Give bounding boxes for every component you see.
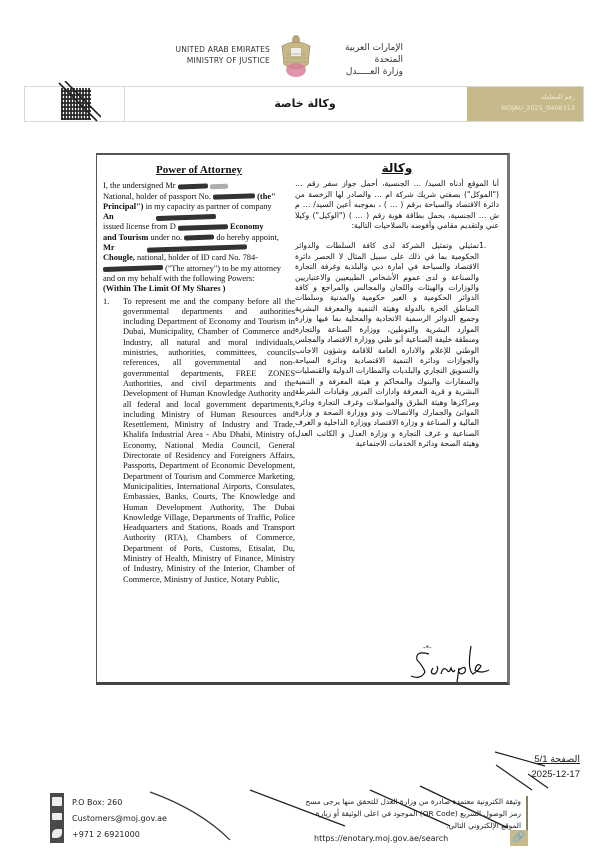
intro-text: and Tourism (103, 232, 149, 242)
arabic-power-item (295, 241, 499, 449)
redaction-mark (184, 235, 214, 241)
page-indicator (531, 752, 580, 767)
item-number: 1. (103, 296, 110, 306)
intro-text: Chougle, (103, 253, 135, 263)
arabic-title: وكالة (381, 161, 413, 175)
intro-text: ("The attorney") to be my attorney (165, 263, 281, 273)
signature-text: -*- (423, 644, 432, 652)
english-intro (103, 181, 295, 294)
document-title-bar (24, 86, 584, 122)
mailbox-icon (52, 797, 62, 806)
intro-text: Mr (103, 243, 115, 253)
intro-text: An (103, 212, 114, 222)
qr-code-box (25, 87, 125, 121)
page-number: 5/1 (534, 754, 548, 765)
header-country-ar: الإمارات العربية المتحدة (345, 43, 403, 65)
item-number: 1. (479, 241, 487, 251)
header-ministry-ar: وزارة العـــــدل (345, 67, 403, 77)
redaction-mark (103, 265, 163, 272)
transaction-number: MOJAU_2025_0408313 (501, 104, 575, 112)
intro-text: issued license from D (103, 222, 176, 232)
verification-url[interactable]: https://enotary.moj.gov.ae/search (314, 834, 449, 843)
redaction-mark (210, 184, 228, 190)
uae-falcon-emblem-icon (280, 34, 312, 80)
phone-icon (52, 829, 62, 838)
intro-text: do hereby appoint, (216, 232, 279, 242)
item-text: To represent me and the company before all the governmental departments and authorities including Department of Economy and Tourism in Dubai, Municipality, Chamber of Commerce and Industry, all natural and moral individuals, ministries, authorities, committees, councils references, all governmental and non-governmental departments, FREE ZONES Authorities, and civil departments and the Development of Human Knowledge Authority and all federal and local government departments, including Ministry of Human Resources and Resettlement, Ministry of Industry and Trade, Khalifa Industrial Area - Abu Dhabi, Ministry of Economy, National Media Council, General Directorate of Residency and Foreigners Affairs, Passports, Department of Economic Development, Department of Tourism and Commerce Marketing, Municipalities, International Airports, Consulates, Embassies, Banks, Courts, The Knowledge and Human Development Authority, The Dubai Knowledge Village, Departments of Traffic, Police Headquarters and Stations, Roads and Transport Authority (RTA), Chambers of Commerce, Department of Ports, Customs, Etisalat, Du, Ministry of Health, Ministry of Finance, Ministry of Industry, Ministry of the Interior, Chamber of Commerce, Ministry of Justice, Notary Public, (123, 296, 295, 584)
header-country: UNITED ARAB EMIRATES (175, 45, 270, 54)
arabic-intro: أنا الموقع أدناه السيد/ … الجنسية، أحمل جواز سفر رقم … ("الموكل") بصفتي شريك شركة ام … والصادر لها الرخصة من دائرة الاقتصاد والسياحة برقم ( … ) ، بموجبه أعين السيد/ … م ش … الجنسية، يحمل بطاقة هوية رقم ( … ) ("الوكيل") وكيلا عني ولتقديم مقامي وأفوضه بالصلاحيات التالية: (295, 179, 499, 231)
redaction-mark (178, 183, 208, 189)
transaction-number-box (467, 87, 583, 121)
contact-list (72, 795, 167, 843)
page-label: الصفحة (550, 754, 580, 765)
redaction-mark (213, 193, 255, 199)
email-link[interactable]: Customers@moj.gov.ae (72, 814, 167, 823)
page-info (531, 752, 580, 782)
intro-text: (the" (257, 191, 276, 201)
intro-text: Economy (230, 222, 264, 232)
share-limit-clause: (Within The Limit Of My Shares ) (103, 284, 226, 294)
document-type-title: وكالة خاصة (274, 97, 336, 110)
cancellation-stroke-icon (57, 81, 101, 125)
po-box: P.O Box: 260 (72, 798, 123, 807)
redaction-mark (178, 224, 228, 231)
envelope-icon (52, 813, 62, 820)
intro-text: and on my behalf with the following Powers: (103, 273, 255, 283)
english-title: Power of Attorney (156, 164, 242, 176)
redaction-mark (147, 244, 247, 252)
transaction-label: رقم المعاملة (540, 93, 575, 101)
intro-text: I, the undersigned Mr (103, 181, 176, 191)
intro-text: national, holder of ID card No. 784- (136, 253, 258, 263)
header-english (176, 44, 270, 66)
document-date: 2025-12-17 (531, 769, 580, 780)
signature-sample-icon (403, 640, 493, 684)
header-ministry: MINISTRY OF JUSTICE (186, 56, 270, 65)
phone-number[interactable]: +971 2 6921000 (72, 830, 140, 839)
link-icon[interactable]: 🔗 (510, 830, 528, 846)
contact-icon-bar (50, 793, 64, 843)
intro-text: in my capacity as partner of company (145, 201, 272, 211)
power-of-attorney-document (96, 153, 510, 685)
redaction-mark (156, 214, 216, 221)
ministry-header (0, 28, 608, 78)
english-power-item (103, 297, 295, 585)
intro-text: under no. (150, 232, 183, 242)
header-arabic (323, 42, 403, 78)
principal-label: Principal") (103, 201, 144, 211)
verification-notice: وثيقة الكترونية معتمدة صادرة من وزارة العدل للتحقق منها يرجى مسح رمز الوصول السريع (QR Code) الموجود في اعلى الوثيقة أو زيارة الموقع الإلكتروني التالي: (300, 796, 528, 832)
english-column (103, 165, 295, 585)
intro-text: National, holder of passport No. (103, 191, 211, 201)
arabic-column (295, 163, 499, 450)
item-text: تمثيلي وتمثيل الشركة لدى كافة السلطات والدوائر الحكومية بما في ذلك على سبيل المثال لا الحصر دائرة الاقتصاد والسياحة في امارة دبي والبلدية وغرفة التجارة والصناعة و لدى عموم الأشخاص الطبيعيين والاعتباريين والوزارات والهيئات واللجان والمجالس والمراجع و كافة الدوائر الحكومية و الغير حكومية والمدنية وسلطات المناطق الحرة بالدولة وهيئة التنمية والمعرفة البشرية وجميع الدوائر الرسمية الاتحادية والمحلية بما فيها وزارة الموارد البشرية والتوطين، ووزارة الصناعة والتجارة ومنطقة خليفة الصناعية أبو ظبي ووزارة الاقتصاد والمجلس الوطني للإعلام والادارة العامة للاقامة وشؤون الاجانب والجوازات ودائرة التنمية الاقتصادية ودائرة السياحة والتسويق التجاري والبلديات والمطارات الدولية والقنصليات والسفارات والبنوك والمحاكم و هيئة المعرفة و التنمية البشرية و قرية المعرفة وادارات المرور وقيادات الشرطة ومراكزها وهيئة الطرق والمواصلات وغرف التجارة ودائرة الموانئ والجمارك والاتصالات ودو ووزارة الصحة و وزارة المالية و الصناعة و وزارة الاقتصاد ووزارة الداخلية و الغرف الصناعية و غرف التجارة و وزارة العدل و الكاتب العدل وهيئة الصحة ودائرة الخدمات الاجتماعية (295, 241, 479, 449)
